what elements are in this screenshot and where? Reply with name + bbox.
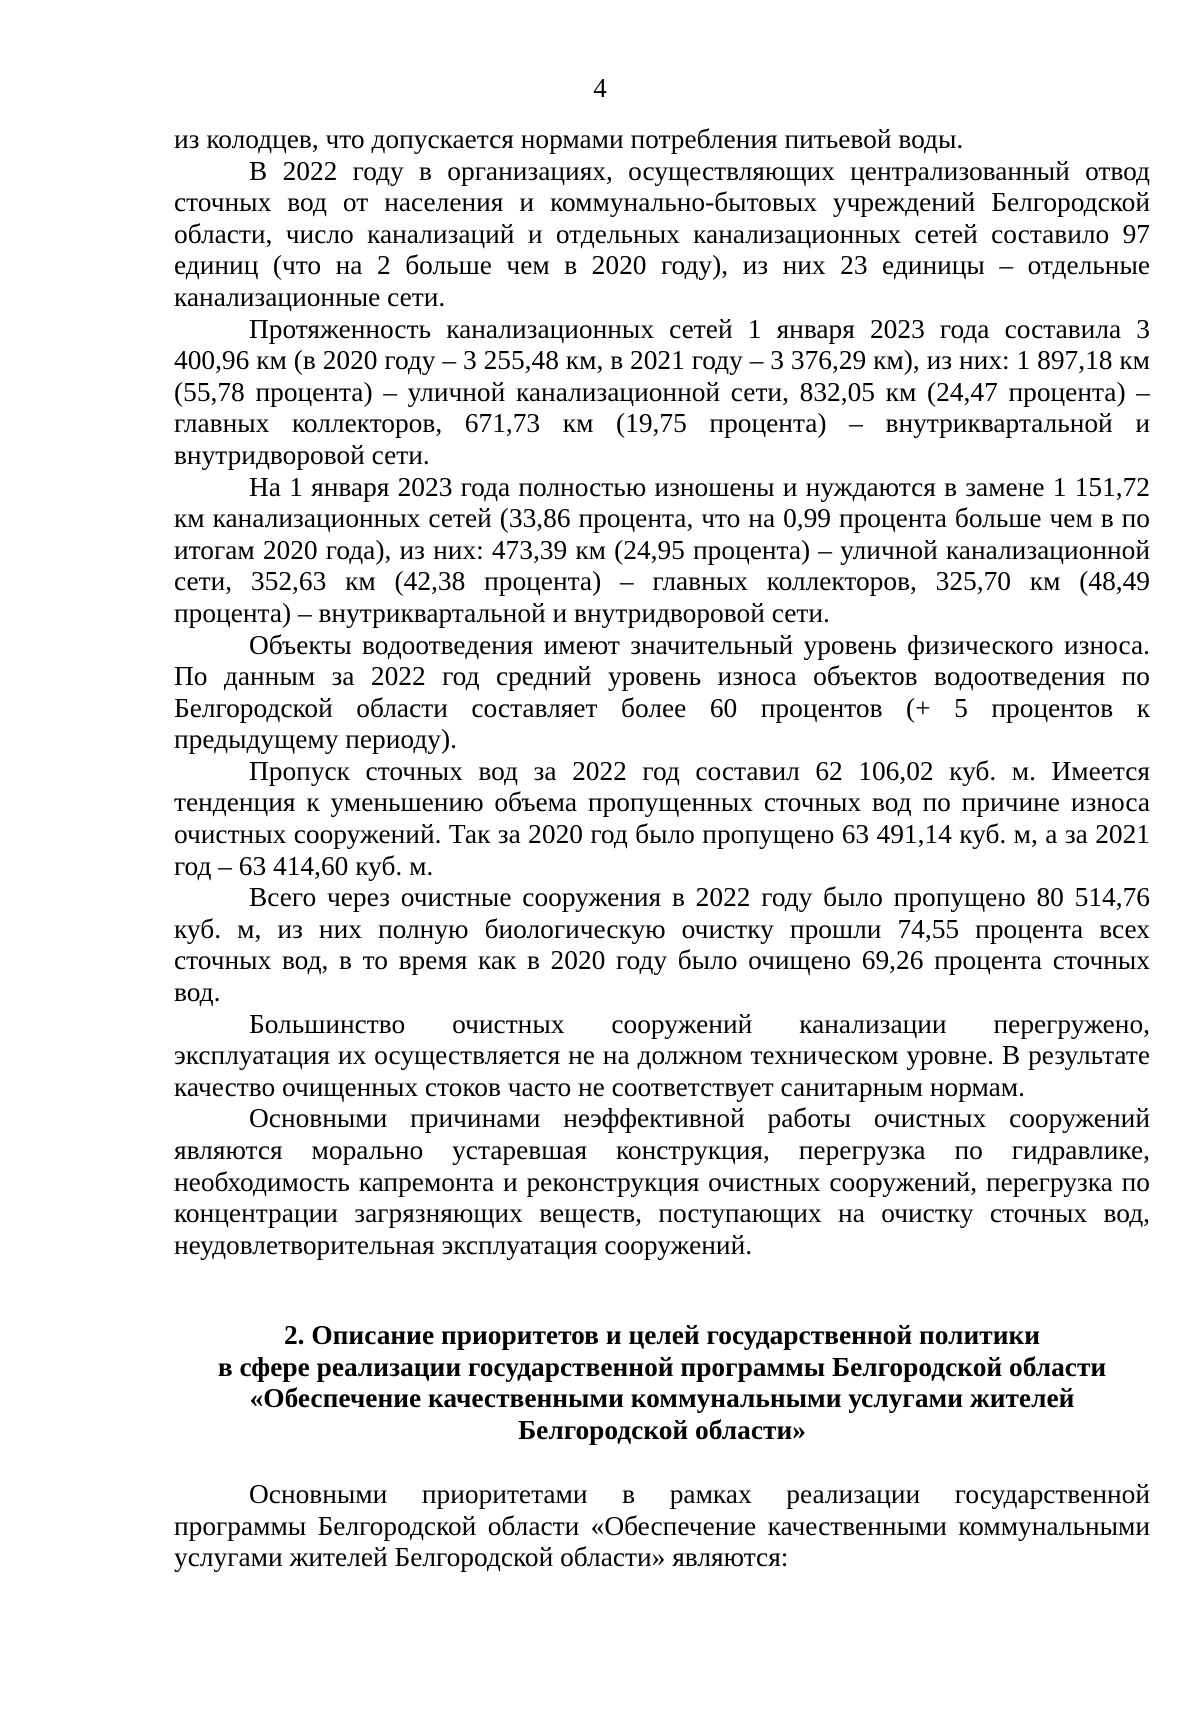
paragraph: из колодцев, что допускается нормами потребления питьевой воды. <box>174 124 964 154</box>
paragraph: Большинство очистных сооружений канализации перегружено, эксплуатация их осуществляется не на должном техническом уровне. В результате качество очищенных стоков часто не соответствует санитарным нормам. <box>174 1008 1150 1102</box>
paragraph: В 2022 году в организациях, осуществляющих централизованный отвод сточных вод от населения и коммунально-бытовых учреждений Белгородской области, число канализаций и отдельных канализационных сетей составило 97 единиц (что на 2 больше чем в 2020 году), из них 23 единицы – отдельные канализационные сети. <box>174 155 1150 312</box>
section-heading-line: «Обеспечение качественными коммунальными услугами жителей <box>249 1383 1075 1414</box>
paragraph: Основными причинами неэффективной работы очистных сооружений являются морально устаревшая конструкция, перегрузка по гидравлике, необходимость капремонта и реконструкция очистных сооружений, перегрузка по концентрации загрязняющих веществ, поступающих на очистку сточных вод, неудовлетворительная эксплуатация сооружений. <box>174 1103 1150 1260</box>
section-heading <box>174 1320 1150 1446</box>
paragraph: Пропуск сточных вод за 2022 год составил 62 106,02 куб. м. Имеется тенденция к уменьшению объема пропущенных сточных вод по причине износа очистных сооружений. Так за 2020 год было пропущено 63 491,14 куб. м, а за 2021 год – 63 414,60 куб. м. <box>174 755 1150 881</box>
page-number: 4 <box>593 73 607 103</box>
paragraph: Основными приоритетами в рамках реализации государственной программы Белгородской области «Обеспечение качественными коммунальными услугами жителей Белгородской области» являются: <box>174 1479 1150 1573</box>
paragraph: Протяженность канализационных сетей 1 января 2023 года составила 3 400,96 км (в 2020 году – 3 255,48 км, в 2021 году – 3 376,29 км), из них: 1 897,18 км (55,78 процента) – уличной канализационной сети, 832,05 км (24,47 процента) – главных коллекторов, 671,73 км (19,75 процента) – внутриквартальной и внутридворовой сети. <box>174 313 1150 470</box>
paragraph: На 1 января 2023 года полностью изношены и нуждаются в замене 1 151,72 км канализационных сетей (33,86 процента, что на 0,99 процента больше чем в по итогам 2020 года), из них: 473,39 км (24,95 процента) – уличной канализационной сети, 352,63 км (42,38 процента) – главных коллекторов, 325,70 км (48,49 процента) – внутриквартальной и внутридворовой сети. <box>174 471 1150 628</box>
paragraph: Объекты водоотведения имеют значительный уровень физического износа. По данным за 2022 год средний уровень износа объектов водоотведения по Белгородской области составляет более 60 процентов (+ 5 процентов к предыдущему периоду). <box>174 629 1150 755</box>
body-text <box>174 124 1150 1261</box>
section-heading-line: в сфере реализации государственной программы Белгородской области <box>217 1351 1107 1382</box>
section-heading-line: 2. Описание приоритетов и целей государственной политики <box>283 1320 1041 1350</box>
paragraph: Всего через очистные сооружения в 2022 году было пропущено 80 514,76 куб. м, из них полную биологическую очистку прошли 74,55 процента всех сточных вод, в то время как в 2020 году было очищено 69,26 процента сточных вод. <box>174 882 1150 1008</box>
section-heading-line: Белгородской области» <box>518 1414 806 1445</box>
closing-text <box>174 1479 1150 1574</box>
